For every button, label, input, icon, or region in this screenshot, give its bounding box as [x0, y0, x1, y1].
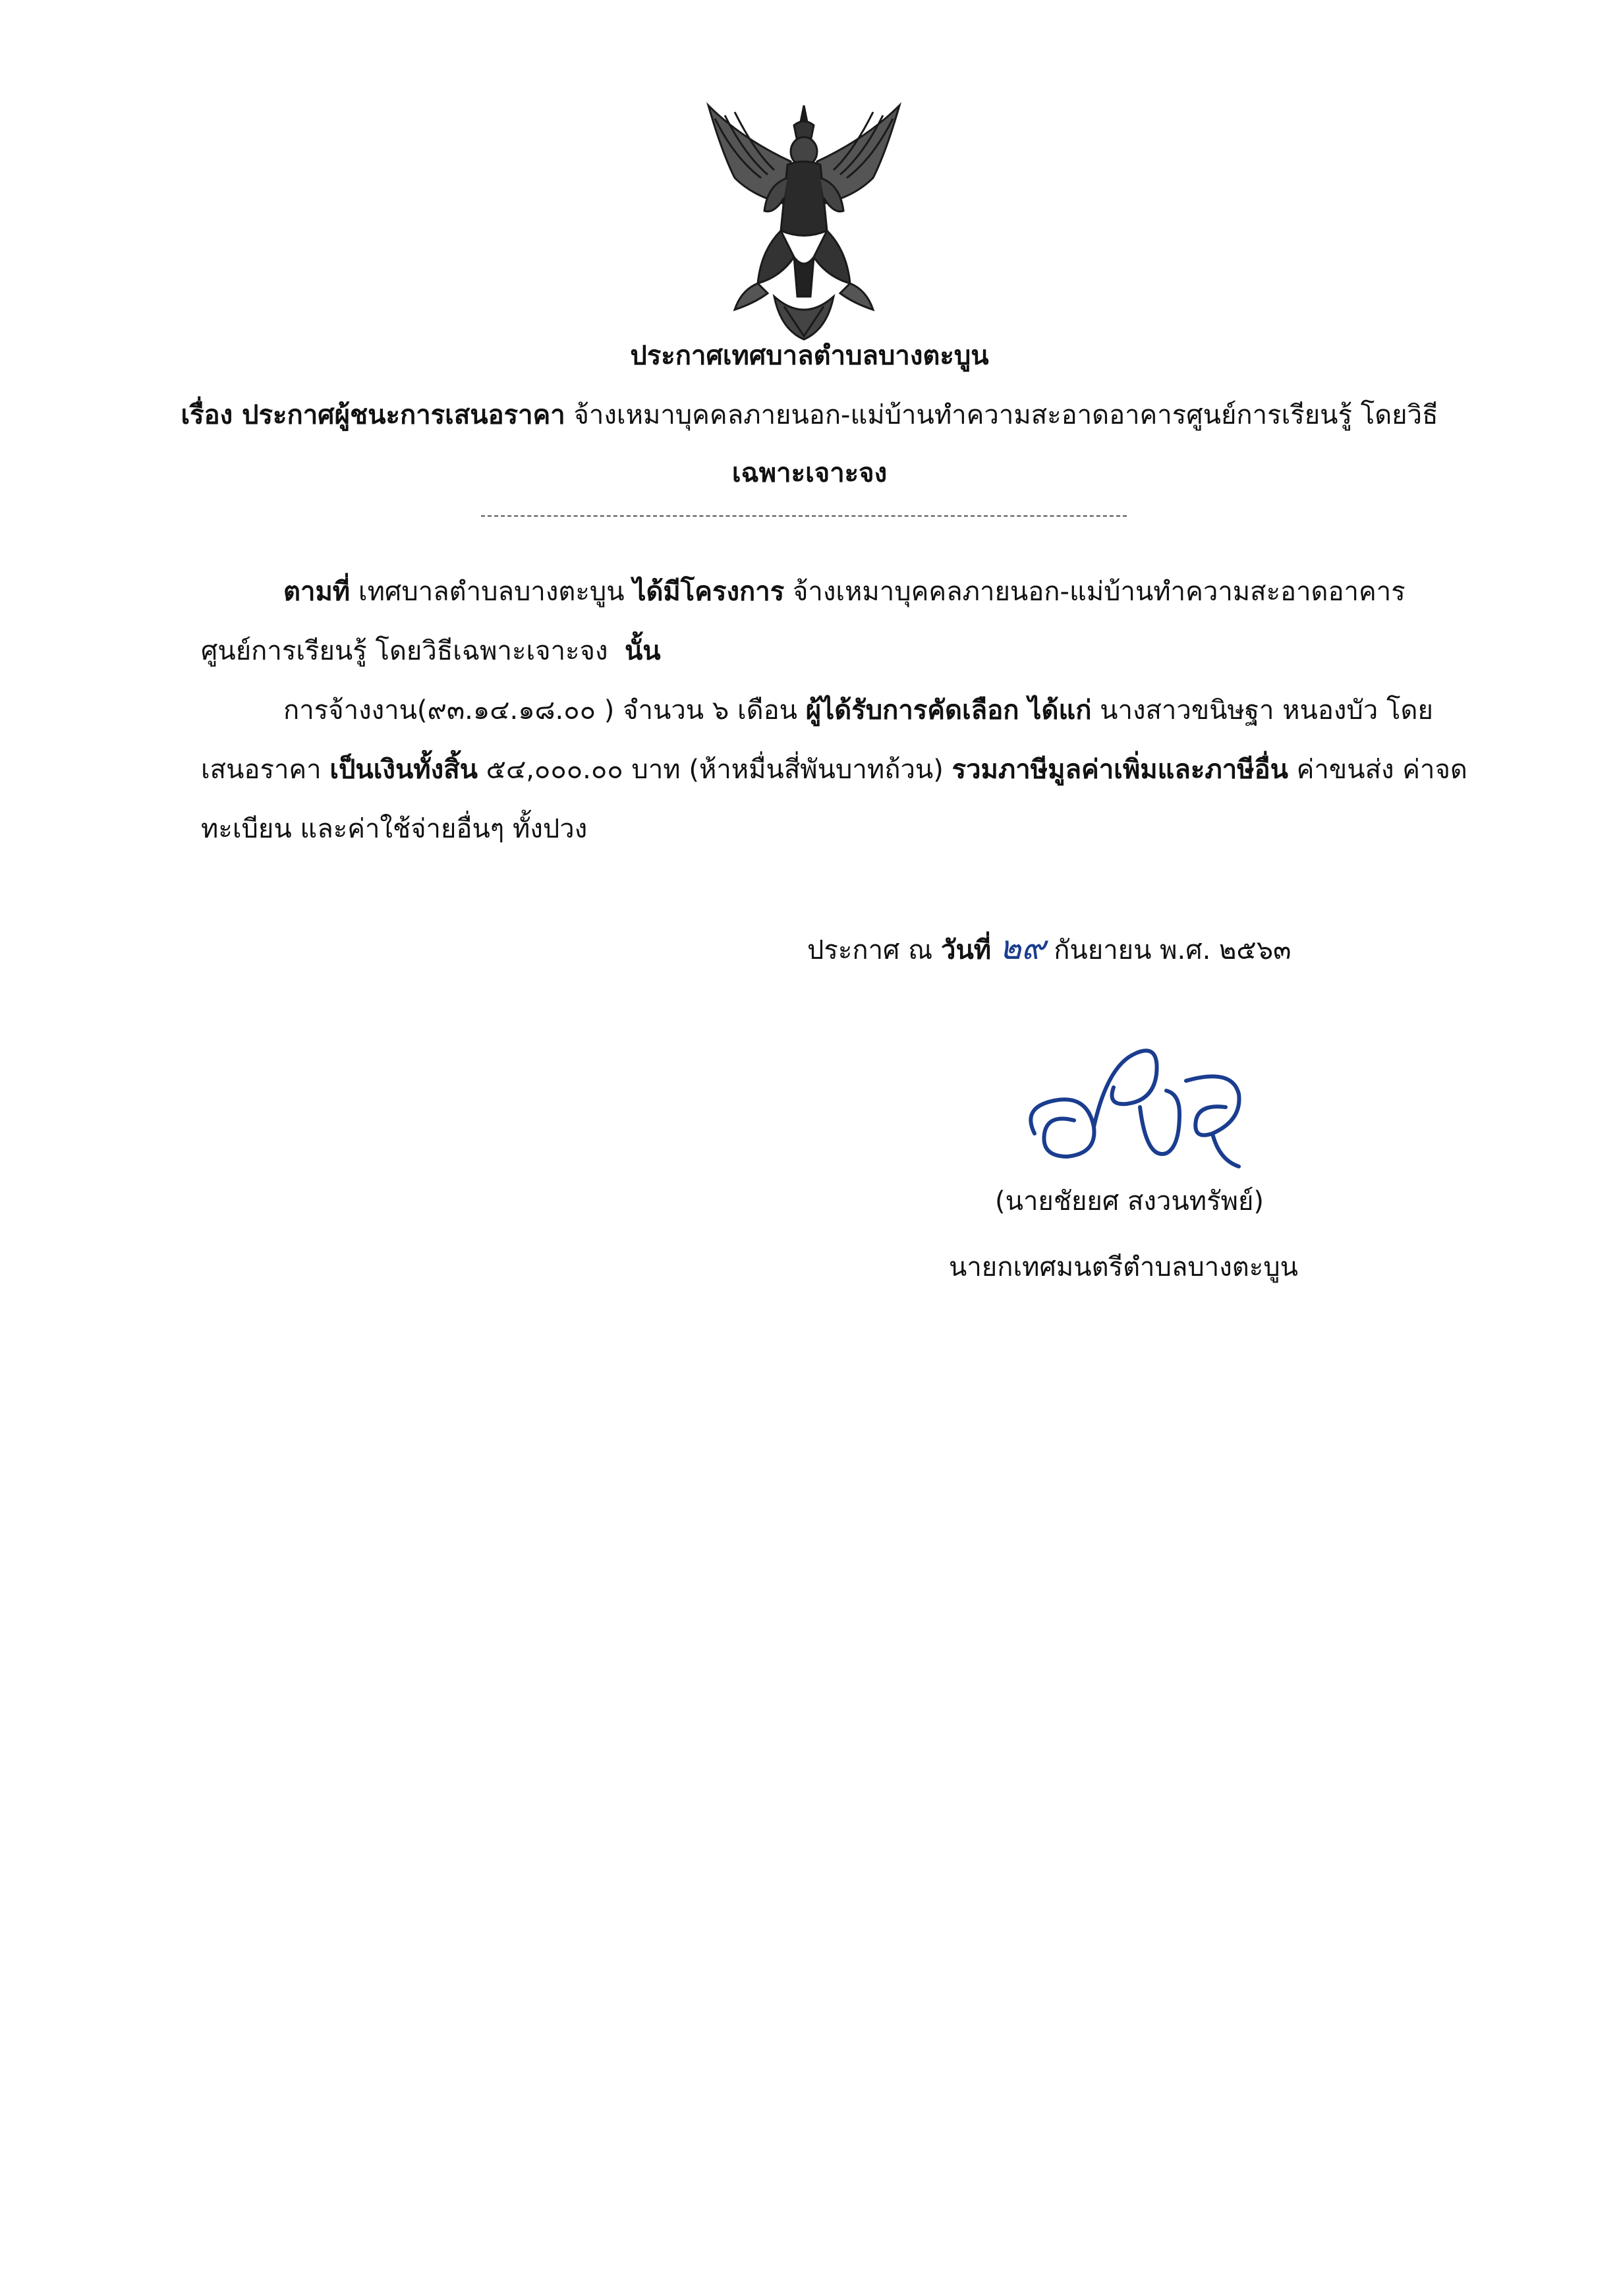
subject-line — [0, 397, 1619, 434]
subject-line-2: เฉพาะเจาะจง — [731, 458, 888, 488]
p2-amount: ๕๔,๐๐๐.๐๐ บาท (ห้าหมื่นสี่พันบาทถ้วน) — [486, 755, 944, 785]
p2-total-label: เป็นเงินทั้งสิ้น — [329, 755, 478, 785]
p1-project: จ้างเหมาบุคคลภายนอก-แม่บ้านทำความสะอาดอาคาร — [792, 577, 1406, 607]
p1-end: นั้น — [624, 636, 661, 666]
p1-has: ได้มีโครงการ — [633, 577, 785, 607]
p2-include-text: ค่าขนส่ง ค่าจด — [1296, 755, 1467, 785]
p1-org: เทศบาลตำบลบางตะบูน — [358, 577, 625, 607]
signature-icon — [1015, 1028, 1265, 1180]
garuda-emblem-icon — [695, 99, 913, 343]
date-prefix: ประกาศ ณ — [807, 935, 933, 965]
signer-name: (นายชัยยศ สงวนทรัพย์) — [995, 1186, 1264, 1217]
paragraph-2-line-1 — [283, 692, 1433, 729]
announcement-date — [807, 929, 1291, 969]
date-day: ๒๙ — [999, 929, 1046, 967]
date-month-year: กันยายน พ.ศ. ๒๕๖๓ — [1054, 935, 1292, 965]
p2-work: การจ้างงาน(๙๓.๑๔.๑๘.๐๐ ) จำนวน ๖ เดือน — [283, 695, 797, 726]
subject-label: เรื่อง ประกาศผู้ชนะการเสนอราคา — [181, 400, 565, 430]
paragraph-1-line-2 — [201, 633, 661, 670]
signer-position: นายกเทศมนตรีตำบลบางตะบูน — [949, 1252, 1298, 1282]
paragraph-1-line-1 — [283, 573, 1406, 610]
p2-offer-label: เสนอราคา — [201, 755, 322, 785]
p2-selected-label: ผู้ได้รับการคัดเลือก ได้แก่ — [805, 695, 1092, 726]
paragraph-2-line-2 — [201, 751, 1467, 788]
document-title: ประกาศเทศบาลตำบลบางตะบูน — [630, 341, 989, 371]
p2-name: นางสาวขนิษฐา หนองบัว โดย — [1100, 695, 1433, 726]
divider-line — [481, 515, 1127, 517]
date-day-label: วันที่ — [940, 935, 992, 965]
subject-text: จ้างเหมาบุคคลภายนอก-แม่บ้านทำความสะอาดอาคารศูนย์การเรียนรู้ โดยวิธี — [573, 400, 1438, 430]
p2-include-label: รวมภาษีมูลค่าเพิ่มและภาษีอื่น — [952, 755, 1288, 785]
p1-line2: ศูนย์การเรียนรู้ โดยวิธีเฉพาะเจาะจง — [201, 636, 608, 666]
paragraph-2-line-3: ทะเบียน และค่าใช้จ่ายอื่นๆ ทั้งปวง — [201, 814, 588, 844]
p1-label: ตามที่ — [283, 577, 351, 607]
